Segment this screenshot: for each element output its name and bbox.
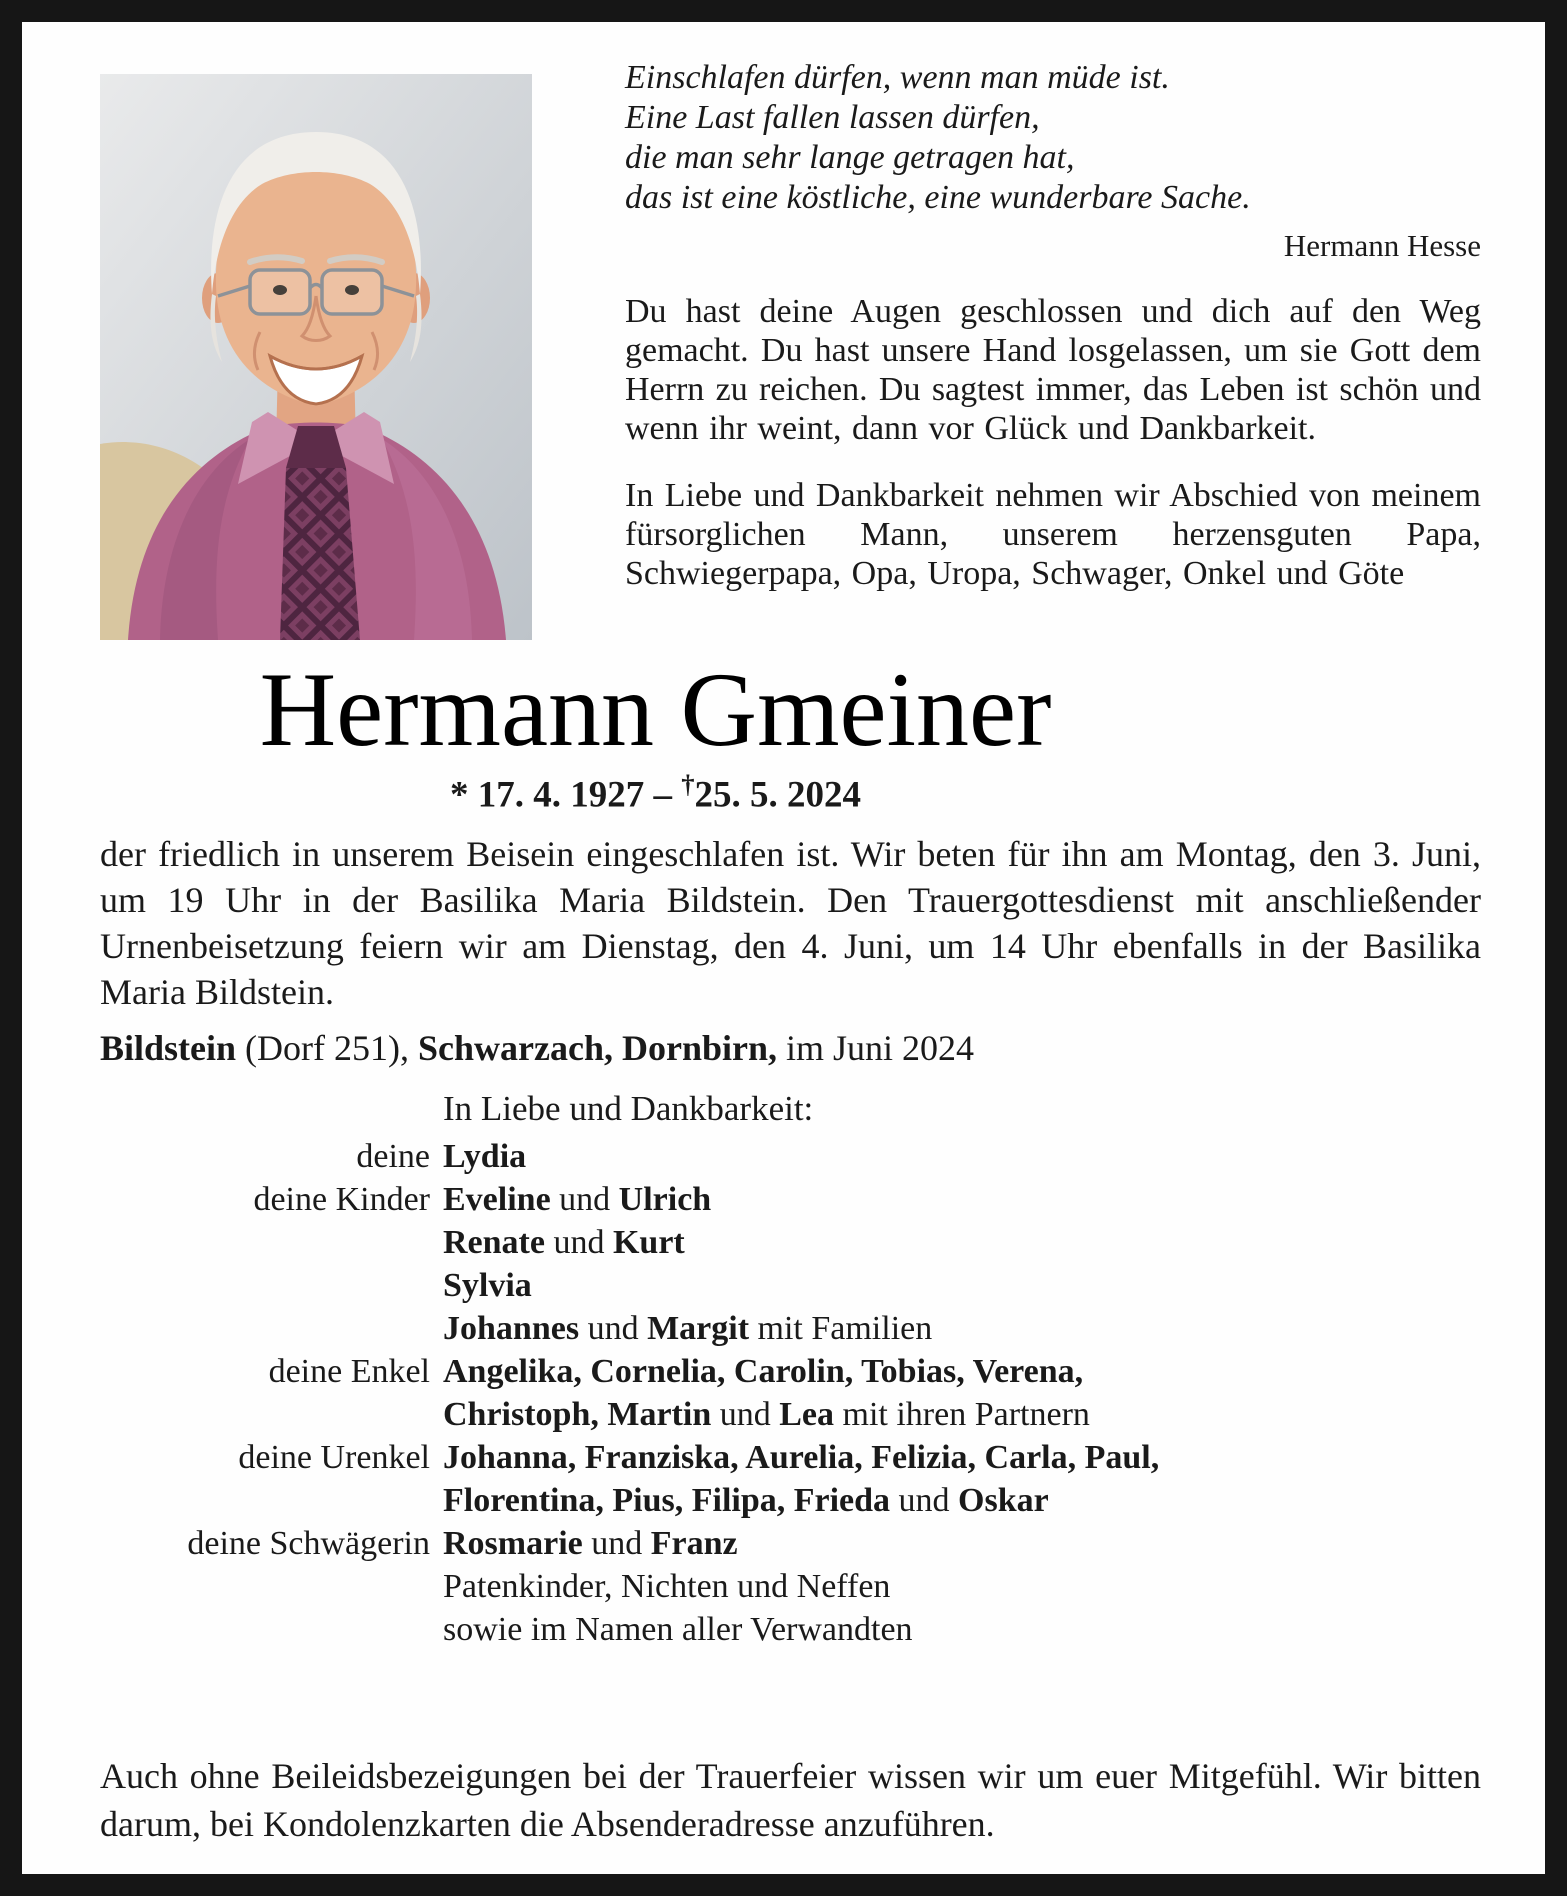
family-row: [100, 1393, 1481, 1436]
birth-date: * 17. 4. 1927: [449, 774, 645, 816]
family-names: [443, 1307, 1481, 1350]
family-relation-label: deine Enkel: [268, 1352, 430, 1390]
bold-text: Eveline: [443, 1180, 551, 1218]
family-names: [443, 1264, 1481, 1307]
regular-text: und: [550, 1180, 619, 1218]
regular-text: mit ihren Partnern: [834, 1395, 1090, 1433]
family-relation-label: deine Schwägerin: [187, 1524, 430, 1562]
family-names: [443, 1522, 1481, 1565]
family-relation-label: [100, 1479, 430, 1522]
bold-text: Franz: [650, 1524, 738, 1562]
family-row: [100, 1350, 1481, 1393]
regular-text: und: [711, 1395, 780, 1433]
family-row: [100, 1221, 1481, 1264]
family-row: [100, 1608, 1481, 1651]
location-line: [100, 1027, 1481, 1069]
bold-text: Lydia: [443, 1137, 527, 1175]
bold-text: Florentina, Pius, Filipa, Frieda: [443, 1481, 891, 1519]
quote-line-3: die man sehr lange getragen hat,: [625, 139, 1075, 176]
deceased-portrait-photo: [100, 74, 532, 640]
poem-quote: [625, 58, 1481, 218]
quote-line-2: Eine Last fallen lassen dürfen,: [625, 99, 1040, 136]
bold-text: Johannes: [443, 1309, 580, 1347]
quote-attribution: Hermann Hesse: [1283, 228, 1481, 263]
bold-text: Sylvia: [443, 1266, 532, 1304]
family-names: [443, 1479, 1481, 1522]
bold-text: Margit: [647, 1309, 750, 1347]
bold-text: Schwarzach, Dornbirn,: [418, 1027, 777, 1068]
bold-text: Renate: [443, 1223, 545, 1261]
intro-column: [625, 58, 1481, 640]
bold-text: Christoph, Martin: [443, 1395, 712, 1433]
family-row: [100, 1565, 1481, 1608]
bold-text: Oskar: [958, 1481, 1049, 1519]
family-names: [443, 1178, 1481, 1221]
family-names: [443, 1350, 1481, 1393]
regular-text: und: [890, 1481, 959, 1519]
farewell-paragraph-2: In Liebe und Dankbarkeit nehmen wir Abschied von meinem fürsorglichen Mann, unserem herzensguten Papa, Schwiegerpapa, Opa, Uropa, Schwager, Onkel und Göte: [625, 477, 1481, 592]
family-relation-label: [100, 1608, 430, 1651]
family-list: [100, 1135, 1481, 1651]
regular-text: (Dorf 251),: [236, 1027, 418, 1068]
regular-text: und: [579, 1309, 648, 1347]
family-intro: In Liebe und Dankbarkeit:: [443, 1088, 814, 1128]
family-names: [443, 1221, 1481, 1264]
death-date: 25. 5. 2024: [694, 774, 862, 816]
deceased-name: Hermann Gmeiner: [259, 651, 1052, 768]
family-row: [100, 1522, 1481, 1565]
family-relation-label: deine Kinder: [253, 1180, 430, 1218]
bold-text: Rosmarie: [443, 1524, 583, 1562]
portrait-illustration: [100, 74, 532, 640]
bold-text: Kurt: [612, 1223, 685, 1261]
regular-text: und: [582, 1524, 651, 1562]
life-dates: [100, 769, 1211, 816]
name-block: [100, 651, 1481, 817]
family-row: [100, 1135, 1481, 1178]
regular-text: sowie im Namen aller Verwandten: [443, 1610, 913, 1648]
family-row: [100, 1307, 1481, 1350]
family-row: [100, 1264, 1481, 1307]
family-relation-label: [100, 1307, 430, 1350]
regular-text: Patenkinder, Nichten und Neffen: [443, 1567, 891, 1605]
family-names: [443, 1608, 1481, 1651]
regular-text: und: [544, 1223, 613, 1261]
family-relation-label: deine: [356, 1137, 430, 1175]
bold-text: Angelika, Cornelia, Carolin, Tobias, Verena,: [443, 1352, 1084, 1390]
family-names: [443, 1135, 1481, 1178]
family-row: [100, 1178, 1481, 1221]
top-section: [100, 58, 1481, 640]
bold-text: Lea: [779, 1395, 835, 1433]
regular-text: im Juni 2024: [777, 1027, 975, 1068]
death-cross: †: [681, 769, 695, 800]
family-names: [443, 1565, 1481, 1608]
quote-line-4: das ist eine köstliche, eine wunderbare Sache.: [625, 179, 1251, 216]
bold-text: Bildstein: [100, 1027, 237, 1068]
family-relation-label: [100, 1264, 430, 1307]
family-row: [100, 1479, 1481, 1522]
regular-text: mit Familien: [749, 1309, 933, 1347]
bold-text: Ulrich: [618, 1180, 712, 1218]
family-relation-label: [100, 1221, 430, 1264]
family-names: [443, 1393, 1481, 1436]
family-row: [100, 1436, 1481, 1479]
funeral-announcement: der friedlich in unserem Beisein eingeschlafen ist. Wir beten für ihn am Montag, den 3. Juni, um 19 Uhr in der Basilika Maria Bildstein. Den Trauergottesdienst mit anschließender Urnenbeisetzung feiern wir am Dienstag, den 4. Juni, um 14 Uhr ebenfalls in der Basilika Maria Bildstein.: [100, 833, 1481, 1012]
family-relation-label: deine Urenkel: [238, 1438, 430, 1476]
family-relation-label: [100, 1565, 430, 1608]
family-relation-label: [100, 1393, 430, 1436]
date-separator: –: [653, 774, 672, 816]
quote-line-1: Einschlafen dürfen, wenn man müde ist.: [625, 59, 1170, 96]
bold-text: Johanna, Franziska, Aurelia, Felizia, Carla, Paul,: [443, 1438, 1160, 1476]
closing-note: Auch ohne Beileidsbezeigungen bei der Trauerfeier wissen wir um euer Mitgefühl. Wir bitten darum, bei Kondolenzkarten die Absenderadresse anzuführen.: [100, 1756, 1481, 1844]
family-names: [443, 1436, 1481, 1479]
farewell-paragraph-1: Du hast deine Augen geschlossen und dich auf den Weg gemacht. Du hast unsere Hand losgelassen, um sie Gott dem Herrn zu reichen. Du sagtest immer, das Leben ist schön und wenn ihr weint, dann vor Glück und Dankbarkeit.: [625, 293, 1481, 447]
